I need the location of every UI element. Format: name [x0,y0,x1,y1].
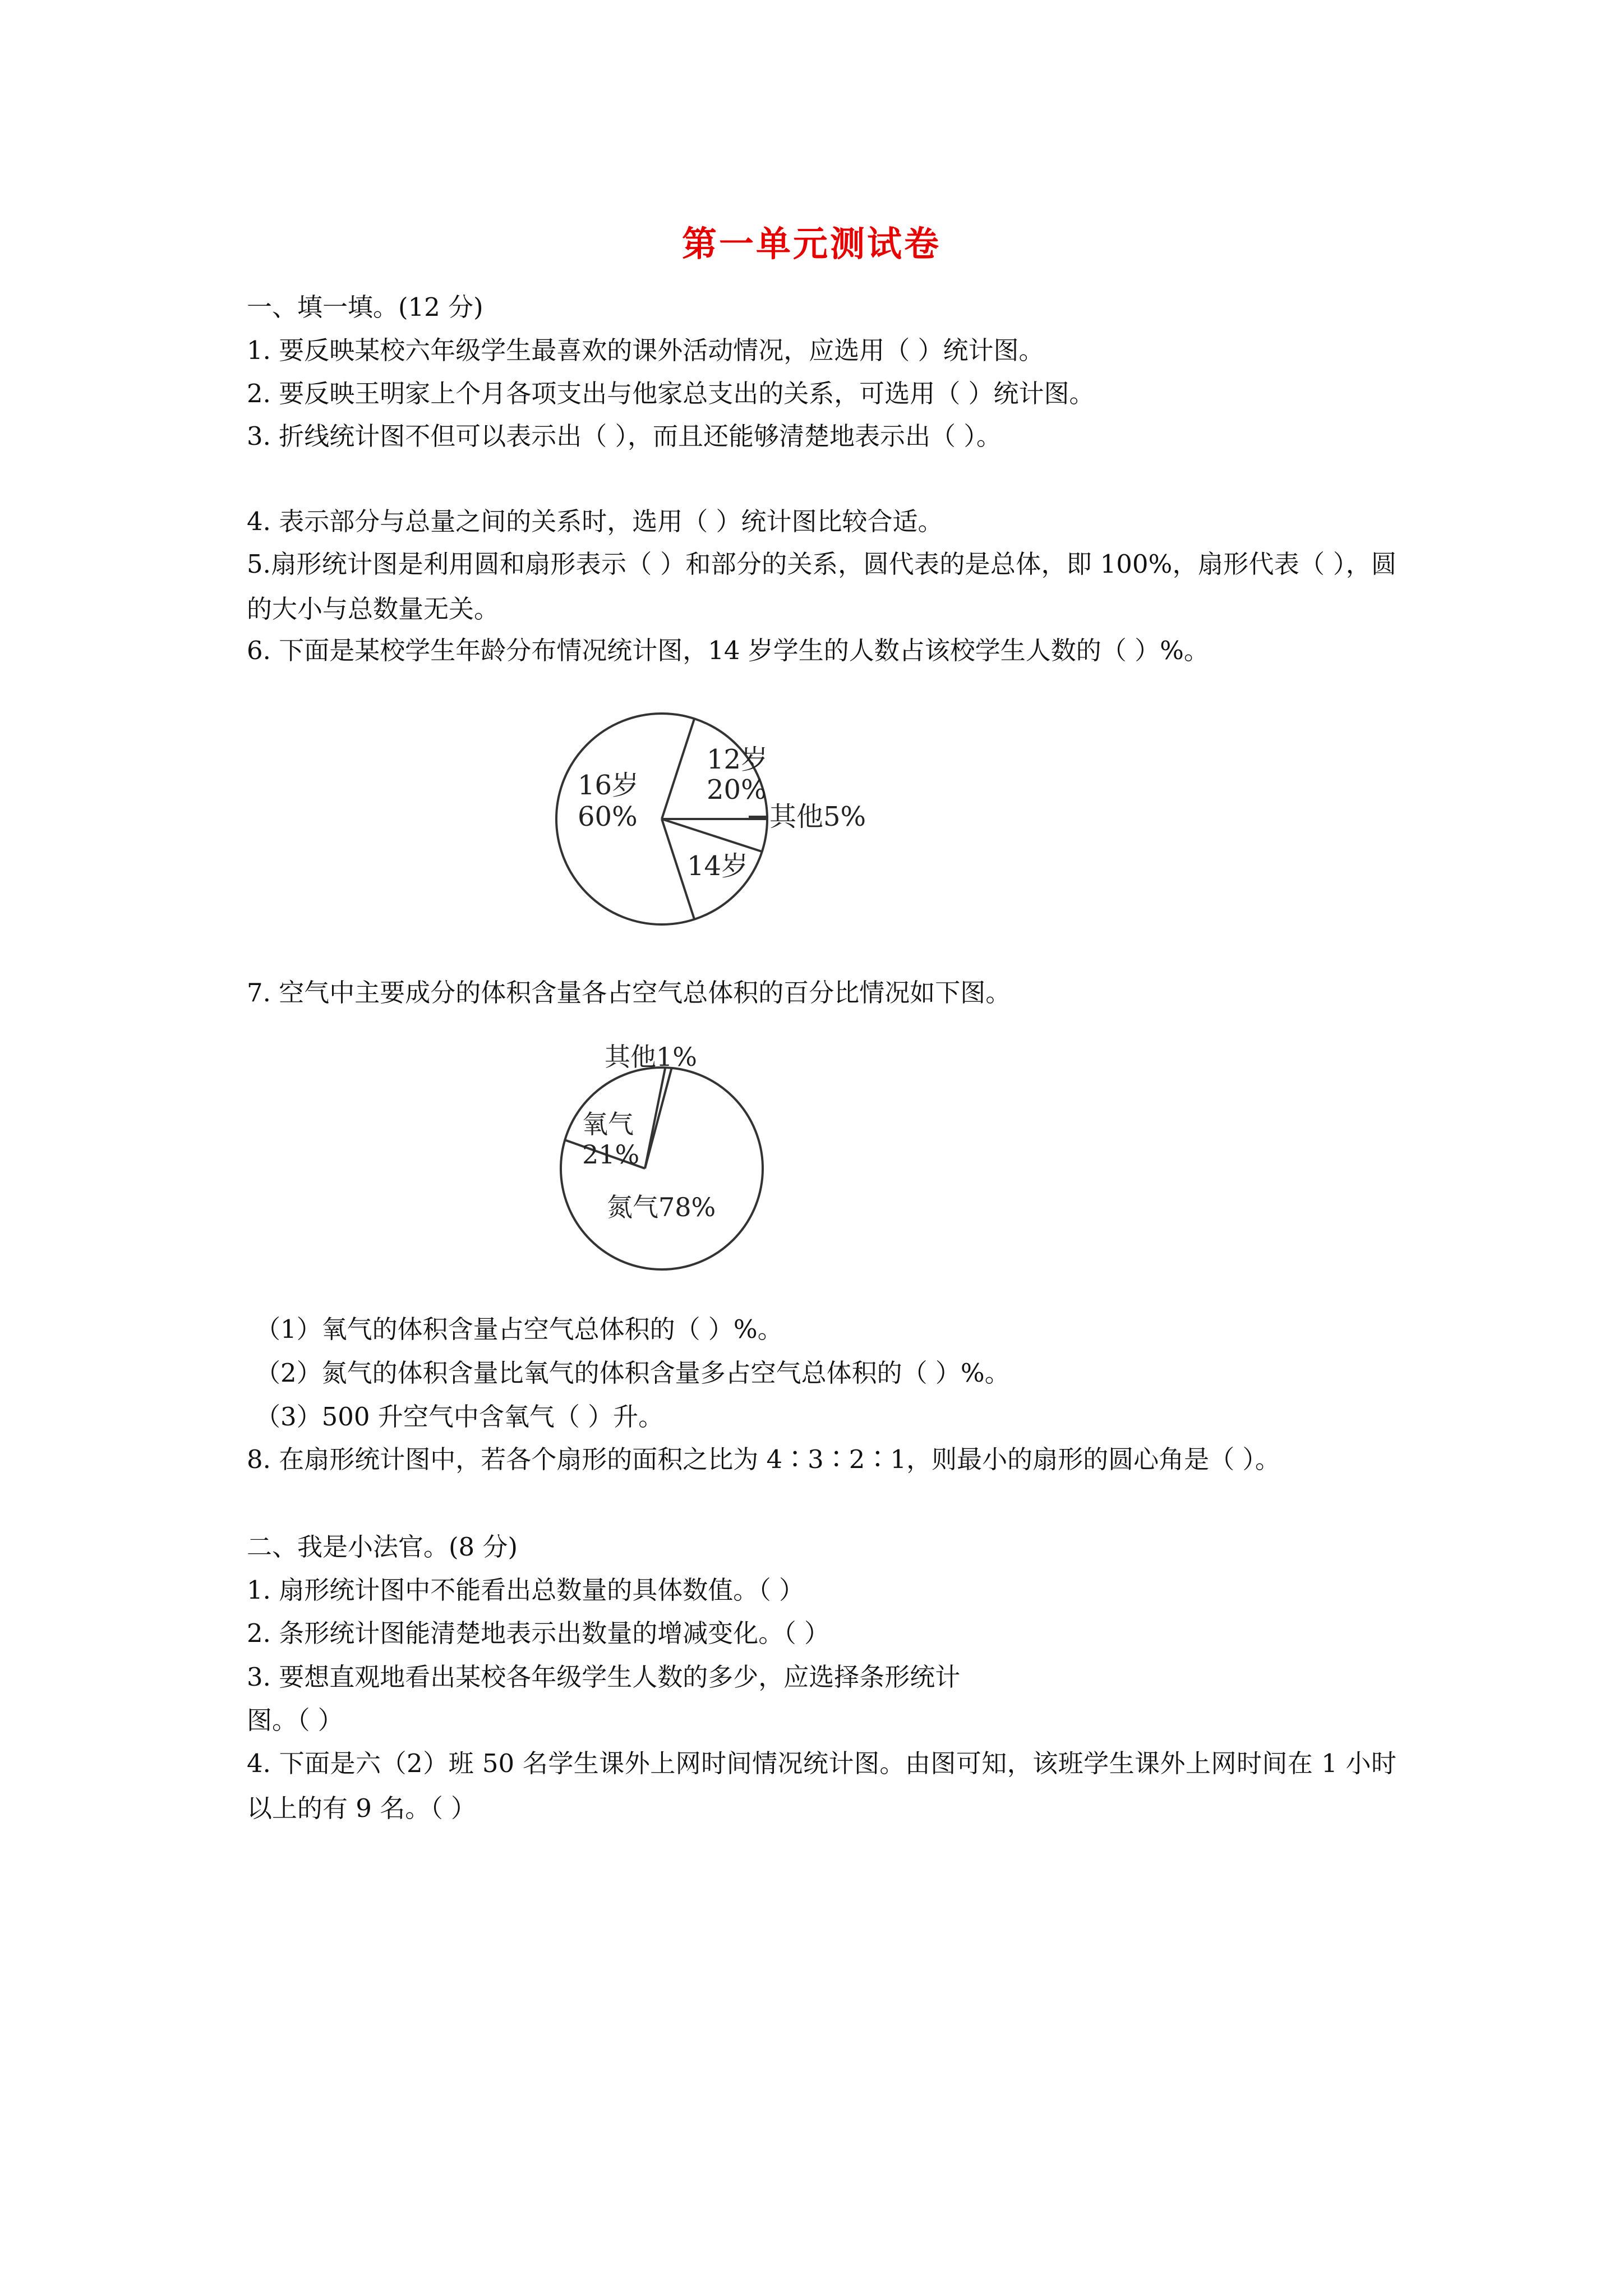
question-1-2: 2. 要反映王明家上个月各项支出与他家总支出的关系，可选用（ ）统计图。 [247,379,1095,408]
air-pie-chart [561,1038,785,1273]
divider-other-14 [662,819,762,852]
question-1-4: 4. 表示部分与总量之间的关系时，选用（ ）统计图比较合适。 [247,507,943,536]
question-2-4: 4. 下面是六（2）班 50 名学生课外上网时间情况统计图。由图可知，该班学生课外上网时间在 1 小时以上的有 9 名。（ ） [247,1749,1396,1823]
question-1-7-3: （3）500 升空气中含氧气（ ）升。 [255,1402,664,1432]
slice-value-12: 20% [707,774,767,806]
age-pie-chart [555,712,903,926]
slice-label-16: 16岁 [578,770,639,801]
divider-16-12 [662,719,694,819]
question-2-3b: 图。（ ） [247,1705,343,1735]
question-1-5: 5.扇形统计图是利用圆和扇形表示（ ）和部分的关系，圆代表的是总体，即 100%，扇形代表（ ），圆的大小与总数量无关。 [247,549,1396,624]
slice-label-other: 其他5% [769,801,866,832]
slice-value-oxygen: 21% [582,1139,640,1170]
slice-label-other: 其他1% [605,1042,697,1072]
slice-label-oxygen: 氧气 [582,1109,634,1139]
slice-label-14: 14岁 [687,850,749,882]
slice-value-16: 60% [578,801,638,832]
question-1-8: 8. 在扇形统计图中，若各个扇形的面积之比为 4∶3∶2∶1，则最小的扇形的圆心角是（ ）。 [247,1444,1280,1474]
page-title: 第一单元测试卷 [681,223,941,264]
question-2-3a: 3. 要想直观地看出某校各年级学生人数的多少，应选择条形统计 [247,1662,961,1692]
question-1-7: 7. 空气中主要成分的体积含量各占空气总体积的百分比情况如下图。 [247,978,1011,1007]
question-1-7-1: （1）氧气的体积含量占空气总体积的（ ）%。 [255,1314,783,1344]
question-1-1: 1. 要反映某校六年级学生最喜欢的课外活动情况，应选用（ ）统计图。 [247,335,1044,365]
slice-label-12: 12岁 [707,744,768,775]
divider-other-nitrogen [645,1068,672,1168]
section2-heading: 二、我是小法官。(8 分) [247,1532,518,1562]
slice-label-nitrogen: 氮气78% [607,1192,716,1222]
question-1-3: 3. 折线统计图不但可以表示出（ ），而且还能够清楚地表示出（ ）。 [247,421,1002,451]
question-1-7-2: （2）氮气的体积含量比氧气的体积含量多占空气总体积的（ ）%。 [255,1358,1010,1388]
section1-heading: 一、填一填。(12 分) [247,292,483,322]
question-2-1: 1. 扇形统计图中不能看出总数量的具体数值。（ ） [247,1575,805,1605]
question-1-6: 6. 下面是某校学生年龄分布情况统计图，14 岁学生的人数占该校学生人数的（ ）%。 [247,636,1209,665]
question-2-2: 2. 条形统计图能清楚地表示出数量的增减变化。（ ） [247,1618,830,1648]
